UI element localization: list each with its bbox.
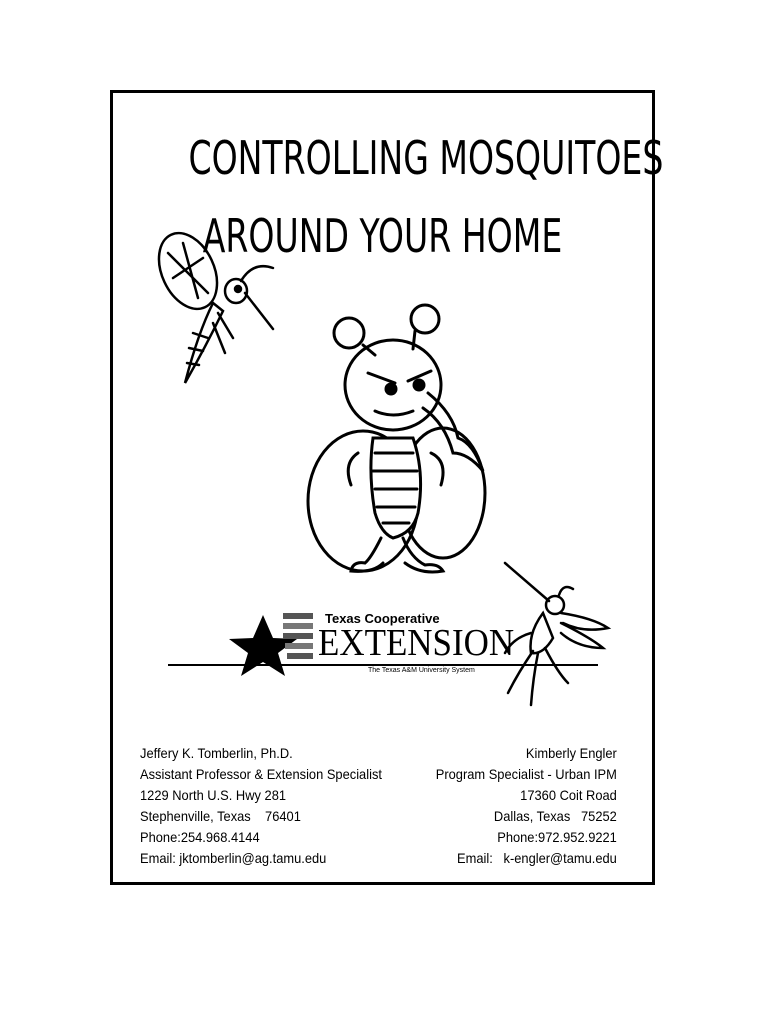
title-line-1: CONTROLLING MOSQUITOES (188, 131, 664, 185)
contact-address: 1229 North U.S. Hwy 281 (140, 787, 287, 803)
contact-email: Email: k-engler@tamu.edu (457, 850, 617, 866)
contact-city: Dallas, Texas 75252 (494, 808, 617, 824)
title-line-2: AROUND YOUR HOME (202, 209, 563, 263)
contact-email: Email: jktomberlin@ag.tamu.edu (140, 850, 327, 866)
contact-title: Assistant Professor & Extension Specialist (140, 766, 382, 782)
contact-name: Jeffery K. Tomberlin, Ph.D. (140, 745, 293, 761)
mosquito-sitting-icon (505, 563, 608, 705)
mosquito-angry-icon (308, 305, 485, 572)
contact-right (420, 743, 617, 869)
logo-org-top: Texas Cooperative (325, 611, 440, 626)
contact-city: Stephenville, Texas 76401 (140, 808, 301, 824)
star-logo-icon (229, 613, 313, 676)
contact-name: Kimberly Engler (526, 745, 617, 761)
logo-org-main: EXTENSION (318, 622, 515, 664)
contact-left (140, 743, 403, 869)
cover-frame (110, 90, 664, 885)
contact-title: Program Specialist - Urban IPM (435, 766, 617, 782)
mosquito-flying-icon (148, 224, 273, 383)
contact-address: 17360 Coit Road (520, 787, 617, 803)
logo-tagline: The Texas A&M University System (368, 667, 475, 674)
contact-phone: Phone:254.968.4144 (140, 829, 260, 845)
contact-phone: Phone:972.952.9221 (497, 829, 617, 845)
